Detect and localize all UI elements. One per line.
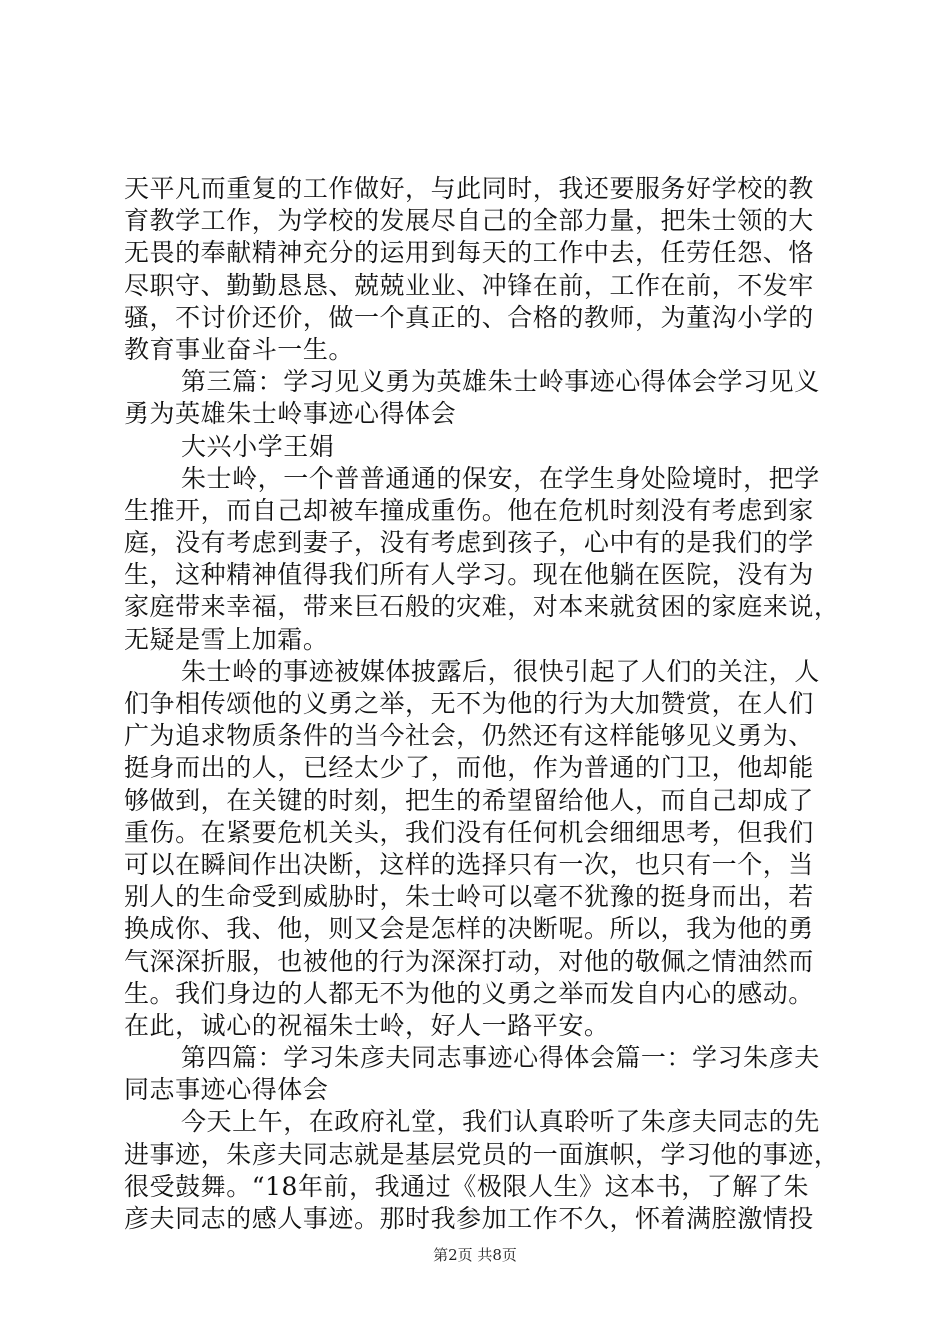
text-line: 朱士岭，一个普普通通的保安，在学生身处险境时，把学: [181, 463, 820, 493]
text-line: 朱士岭的事迹被媒体披露后，很快引起了人们的关注，人: [181, 656, 820, 686]
text-line: 骚，不讨价还价，做一个真正的、合格的教师，为董沟小学的: [124, 302, 814, 332]
text-line: 家庭带来幸福，带来巨石般的灾难，对本来就贫困的家庭来说，: [124, 592, 840, 622]
text-line: 生推开，而自己却被车撞成重伤。他在危机时刻没有考虑到家: [124, 495, 814, 525]
page-footer: 第2页 共8页: [433, 1246, 517, 1264]
text-line: 别人的生命受到威胁时，朱士岭可以毫不犹豫的挺身而出，若: [124, 882, 814, 912]
text-line: 很受鼓舞。“18年前，我通过《极限人生》这本书，了解了朱: [124, 1171, 809, 1201]
text-line: 生。我们身边的人都无不为他的义勇之举而发自内心的感动。: [124, 978, 814, 1008]
text-line: 第四篇：学习朱彦夫同志事迹心得体会篇一：学习朱彦夫: [181, 1043, 820, 1073]
text-line: 勇为英雄朱士岭事迹心得体会: [124, 399, 457, 429]
text-line: 广为追求物质条件的当今社会，仍然还有这样能够见义勇为、: [124, 721, 814, 751]
text-line: 气深深折服，也被他的行为深深打动，对他的敬佩之情油然而: [124, 946, 814, 976]
text-line: 教育事业奋斗一生。: [124, 334, 354, 364]
text-line: 够做到，在关键的时刻，把生的希望留给他人，而自己却成了: [124, 785, 814, 815]
text-line: 可以在瞬间作出决断，这样的选择只有一次，也只有一个，当: [124, 849, 814, 879]
text-line: 庭，没有考虑到妻子，没有考虑到孩子，心中有的是我们的学: [124, 528, 814, 558]
text-line: 换成你、我、他，则又会是怎样的决断呢。所以，我为他的勇: [124, 914, 814, 944]
text-line: 今天上午，在政府礼堂，我们认真聆听了朱彦夫同志的先: [181, 1107, 820, 1137]
text-line: 同志事迹心得体会: [124, 1075, 329, 1105]
text-line: 在此，诚心的祝福朱士岭，好人一路平安。: [124, 1010, 610, 1040]
text-line: 大兴小学王娟: [181, 431, 335, 461]
text-line: 尽职守、勤勤恳恳、兢兢业业、冲锋在前，工作在前，不发牢: [124, 270, 814, 300]
text-line: 第三篇：学习见义勇为英雄朱士岭事迹心得体会学习见义: [181, 367, 820, 397]
text-line: 无疑是雪上加霜。: [124, 624, 329, 654]
text-line: 重伤。在紧要危机关头，我们没有任何机会细细思考，但我们: [124, 817, 814, 847]
text-line: 天平凡而重复的工作做好，与此同时，我还要服务好学校的教: [124, 174, 814, 203]
text-line: 无畏的奉献精神充分的运用到每天的工作中去，任劳任怨、恪: [124, 238, 814, 268]
text-line: 生，这种精神值得我们所有人学习。现在他躺在医院，没有为: [124, 560, 814, 590]
text-line: 挺身而出的人，已经太少了，而他，作为普通的门卫，他却能: [124, 753, 814, 783]
document-body: [124, 173, 839, 1235]
text-line: 彦夫同志的感人事迹。那时我参加工作不久，怀着满腔激情投: [124, 1204, 814, 1233]
text-line: 育教学工作，为学校的发展尽自己的全部力量，把朱士领的大: [124, 206, 814, 236]
text-line: 们争相传颂他的义勇之举，无不为他的行为大加赞赏，在人们: [124, 689, 814, 718]
text-line: 进事迹，朱彦夫同志就是基层党员的一面旗帜，学习他的事迹，: [124, 1139, 840, 1169]
